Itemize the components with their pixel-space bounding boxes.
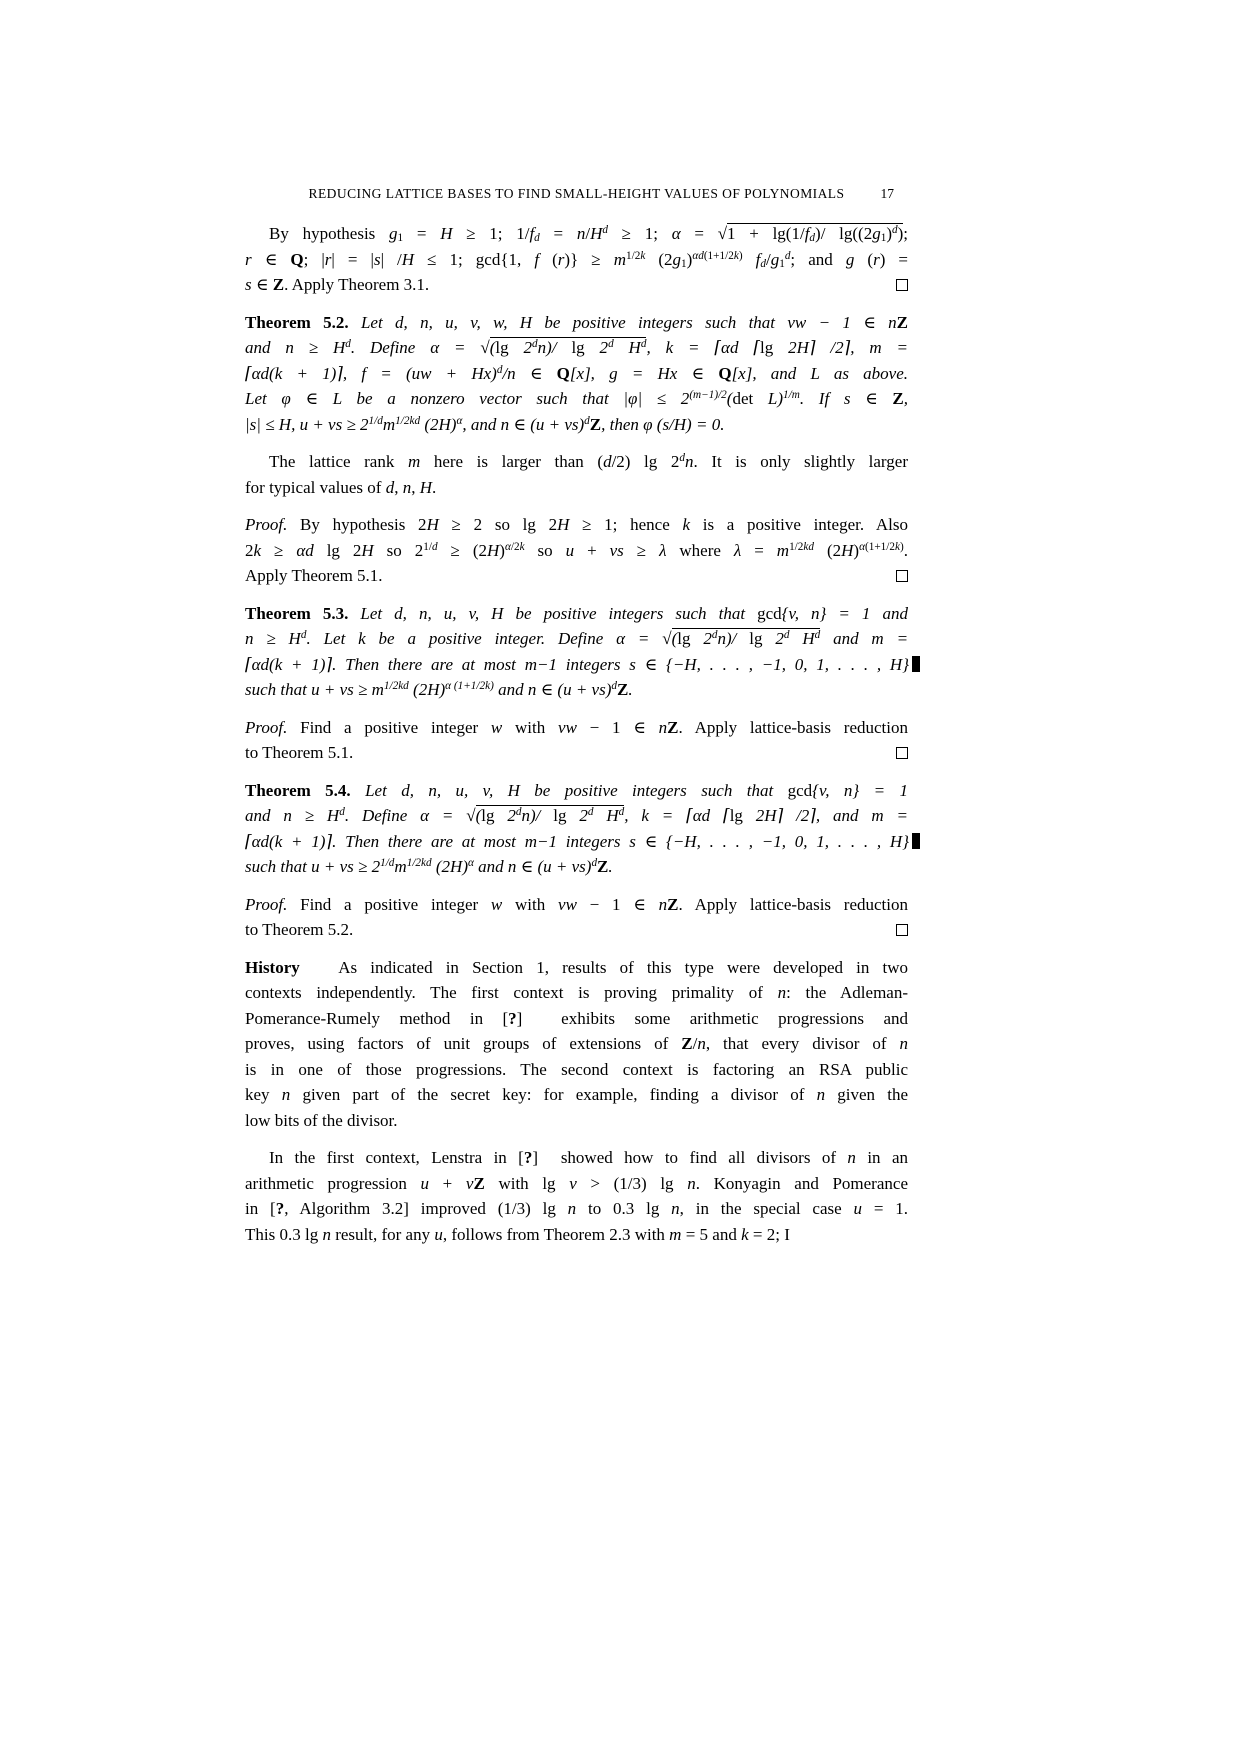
theorem-5-4-line: and $n \ge H^d$. Define α = √(lg 2$^d$n)/ lg 2$^d$ $H^d$, k = ⌈αd ⌈lg 2H⌉ /2⌉, and m = — [245, 805, 909, 825]
proof-theorem-5-4-line: Proof. Find a positive integer w with vw − 1 ∈ nZ. Apply lattice-basis reduction — [245, 894, 908, 914]
proof-theorem-5-3-line: Proof. Find a positive integer w with vw − 1 ∈ nZ. Apply lattice-basis reduction — [245, 717, 908, 737]
theorem-5-2-line: Theorem 5.2. Let d, n, u, v, w, H be positive integers such that vw − 1 ∈ nZ — [245, 312, 908, 332]
theorem-5-3 — [245, 601, 908, 703]
history-paragraph-2-line: arithmetic progression u + vZ with lg v > (1/3) lg n. Konyagin and Pomerance — [245, 1173, 908, 1193]
overfull-hbox-marker — [912, 656, 920, 672]
proof-theorem-5-3-line: to Theorem 5.1. — [245, 740, 908, 766]
theorem-5-4 — [245, 778, 908, 880]
history-section-line: low bits of the divisor. — [245, 1110, 398, 1130]
history-paragraph-2 — [245, 1145, 908, 1247]
theorem-5-3-line: $n \ge H^d$. Let k be a positive integer. Define α = √(lg 2$^d$n)/ lg 2$^d$ $H^d$ and m = — [245, 628, 909, 648]
history-section-line: contexts independently. The first context is proving primality of n: the Adleman- — [245, 983, 909, 1002]
proof-continuation-paragraph — [245, 221, 908, 298]
qed-box-icon — [896, 747, 908, 759]
running-head-title: REDUCING LATTICE BASES TO FIND SMALL-HEIGHT VALUES OF POLYNOMIALS — [308, 186, 845, 201]
proof-continuation-paragraph-line: r ∈ Q; |r| = |s| /H ≤ 1; gcd{1, f $(r)\} \ge m^{1/2k}$ $(2g_1)^{\alpha d(1+1/2k)}$ $f_d/g_1^d$; and g (r) = — [245, 249, 908, 270]
theorem-5-3-line: Theorem 5.3. Let d, n, u, v, H be positive integers such that gcd{v, n} = 1 and — [245, 603, 908, 623]
proof-theorem-5-2-line: Apply Theorem 5.1. — [245, 563, 908, 589]
theorem-5-3-line: such that u + vs ≥ $m^{1/2kd}$ $(2H)^{\alpha (1+1/2k)}$ and n ∈ (u + vs)$^d$Z. — [245, 679, 633, 699]
history-paragraph-2-line: This 0.3 lg n result, for any u, follows from Theorem 2.3 with m = 5 and k = 2; I — [245, 1224, 790, 1244]
qed-box-icon — [896, 924, 908, 936]
theorem-5-3-line: ⌈αd(k + 1)⌉. Then there are at most m−1 integers s ∈ {−H, . . . , −1, 0, 1, . . . , H} — [245, 652, 908, 678]
history-section-line: Pomerance-Rumely method in [?] exhibits some arithmetic progressions and — [245, 1008, 908, 1028]
page-body — [245, 221, 908, 1247]
history-section-line: History As indicated in Section 1, results of this type were developed in two — [245, 957, 908, 977]
qed-box-icon — [896, 279, 908, 291]
theorem-5-2-line: ⌈αd(k + 1)⌉, f = (uw + Hx)$^d$/n ∈ Q[x], g = Hx ∈ Q[x], and L as above. — [245, 363, 908, 383]
theorem-5-2 — [245, 310, 908, 438]
proof-theorem-5-2 — [245, 512, 908, 589]
theorem-5-2-line: Let φ ∈ L be a nonzero vector such that $|\varphi| \le 2^{(m-1)/2}(\det$ L)$^{1/m}$. If s ∈ Z, — [245, 388, 908, 408]
proof-theorem-5-2-line: 2k ≥ αd lg 2H so $2^{1/d} \ge (2H)^{\alpha/2k}$ so u + vs ≥ λ where $\lambda = m^{1/2kd}$ $(2H)^{\alpha(1+1/2k)}$. — [245, 540, 908, 560]
history-section-line: key n given part of the secret key: for example, finding a divisor of n given the — [245, 1085, 908, 1104]
history-paragraph-2-line: in [?, Algorithm 3.2] improved (1/3) lg n to 0.3 lg n, in the special case u = 1. — [245, 1199, 908, 1218]
history-paragraph-2-line: In the first context, Lenstra in [?] showed how to find all divisors of n in an — [269, 1148, 908, 1167]
page-number: 17 — [880, 186, 894, 201]
proof-theorem-5-3 — [245, 715, 908, 766]
proof-continuation-paragraph-line: s ∈ Z. Apply Theorem 3.1. — [245, 272, 908, 298]
theorem-5-4-line: such that u + vs ≥ $2^{1/d}m^{1/2kd}$ $(2H)^\alpha$ and n ∈ (u + vs)$^d$Z. — [245, 856, 613, 876]
running-head — [245, 186, 908, 204]
history-section-line: is in one of those progressions. The second context is factoring an RSA public — [245, 1059, 908, 1079]
history-section — [245, 955, 908, 1134]
lattice-rank-remark-line: The lattice rank m here is larger than (d/2) lg 2$^d$n. It is only slightly larger — [269, 451, 908, 471]
theorem-5-2-line: |s| ≤ H, u + vs ≥ $2^{1/d}m^{1/2kd}$ $(2H)^\alpha$, and n ∈ (u + vs)$^d$Z, then φ (s/H) = 0. — [245, 414, 725, 434]
theorem-5-4-line: Theorem 5.4. Let d, n, u, v, H be positive integers such that gcd{v, n} = 1 — [245, 780, 908, 800]
history-section-line: proves, using factors of unit groups of extensions of Z/n, that every divisor of n — [245, 1034, 908, 1053]
qed-box-icon — [896, 570, 908, 582]
proof-theorem-5-4 — [245, 892, 908, 943]
proof-theorem-5-4-line: to Theorem 5.2. — [245, 917, 908, 943]
theorem-5-2-line: and $n \ge H^d$. Define α = √(lg 2$^d$n)/ lg 2$^d$ $H^d$, k = ⌈αd ⌈lg 2H⌉ /2⌉, m = — [245, 337, 909, 357]
proof-theorem-5-2-line: Proof. By hypothesis 2H ≥ 2 so lg 2H ≥ 1; hence k is a positive integer. Also — [245, 515, 908, 534]
lattice-rank-remark-line: for typical values of d, n, H. — [245, 477, 437, 497]
theorem-5-4-line: ⌈αd(k + 1)⌉. Then there are at most m−1 integers s ∈ {−H, . . . , −1, 0, 1, . . . , H} — [245, 829, 908, 855]
overfull-hbox-marker — [912, 833, 920, 849]
text-column — [245, 186, 908, 1259]
proof-continuation-paragraph-line: By hypothesis $g_1 = H \ge 1$; $1/f_d = n/H^d \ge 1$; $\alpha = √1 + \lg(1/f_d)/$ $\lg((2g_1)^d)$; — [269, 223, 908, 245]
lattice-rank-remark — [245, 449, 908, 500]
